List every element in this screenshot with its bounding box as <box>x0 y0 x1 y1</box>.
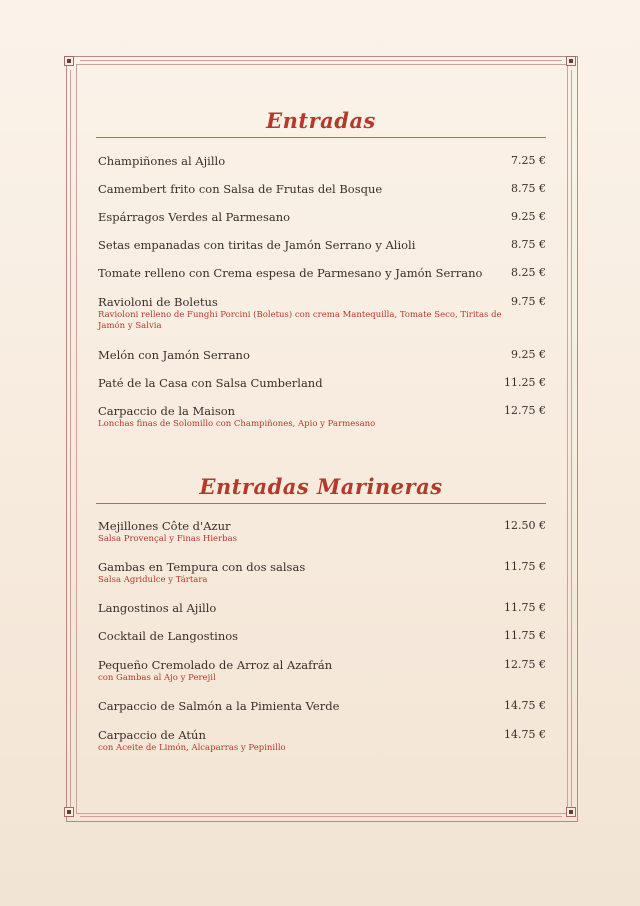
item-price: 7.25 € <box>511 154 546 167</box>
menu-item <box>98 295 546 332</box>
menu-item <box>98 519 546 545</box>
corner-ornament-bottom-right <box>566 807 576 817</box>
item-price: 12.50 € <box>504 519 546 532</box>
menu-item <box>98 182 546 196</box>
item-name: Carpaccio de Atún <box>98 728 206 742</box>
item-price: 8.75 € <box>511 238 546 251</box>
item-name: Cocktail de Langostinos <box>98 629 239 643</box>
item-price: 9.75 € <box>511 295 546 308</box>
menu-item <box>98 404 546 430</box>
item-description: Ravioloni relleno de Funghi Porcini (Boletus) con crema Mantequilla, Tomate Seco, Tiritas de Jamón y Salvia <box>98 310 502 331</box>
item-name: Mejillones Côte d'Azur <box>98 519 231 533</box>
item-price: 9.25 € <box>511 348 546 361</box>
menu-item <box>98 728 546 754</box>
item-name: Pequeño Cremolado de Arroz al Azafrán <box>98 658 333 672</box>
corner-ornament-top-left <box>64 56 74 66</box>
section-title: Entradas Marineras <box>199 474 443 499</box>
menu-item <box>98 238 546 252</box>
corner-ornament-bottom-left <box>64 807 74 817</box>
item-name: Ravioloni de Boletus <box>98 295 218 309</box>
frame-left-line <box>70 70 71 808</box>
item-description: Salsa Provençal y Finas Hierbas <box>98 534 238 544</box>
item-description: con Gambas al Ajo y Perejil <box>98 673 216 683</box>
menu-item <box>98 154 546 168</box>
item-name: Tomate relleno con Crema espesa de Parmesano y Jamón Serrano <box>98 266 483 280</box>
section-title: Entradas <box>266 108 376 133</box>
menu-item <box>98 376 546 390</box>
item-name: Langostinos al Ajillo <box>98 601 217 615</box>
menu-item <box>98 601 546 615</box>
menu-item <box>98 210 546 224</box>
frame-right-line <box>571 70 572 808</box>
item-price: 14.75 € <box>504 699 546 712</box>
section-rule <box>96 137 546 138</box>
frame-bottom-line <box>80 816 562 817</box>
item-name: Camembert frito con Salsa de Frutas del Bosque <box>98 182 383 196</box>
menu-item <box>98 629 546 643</box>
item-name: Carpaccio de Salmón a la Pimienta Verde <box>98 699 340 713</box>
item-name: Setas empanadas con tiritas de Jamón Serrano y Alioli <box>98 238 416 252</box>
menu-item <box>98 699 546 713</box>
item-description: Lonchas finas de Solomillo con Champiñones, Apio y Parmesano <box>98 419 376 429</box>
item-price: 11.75 € <box>504 560 546 573</box>
item-price: 11.25 € <box>504 376 546 389</box>
menu-item <box>98 560 546 586</box>
item-price: 11.75 € <box>504 601 546 614</box>
item-name: Melón con Jamón Serrano <box>98 348 250 362</box>
item-price: 14.75 € <box>504 728 546 741</box>
item-price: 9.25 € <box>511 210 546 223</box>
item-name: Espárragos Verdes al Parmesano <box>98 210 291 224</box>
section-rule <box>96 503 546 504</box>
item-name: Paté de la Casa con Salsa Cumberland <box>98 376 323 390</box>
frame-top-line <box>80 60 562 61</box>
item-description: con Aceite de Limón, Alcaparras y Pepinillo <box>98 743 286 753</box>
corner-ornament-top-right <box>566 56 576 66</box>
item-description: Salsa Agridulce y Tártara <box>98 575 208 585</box>
item-price: 12.75 € <box>504 658 546 671</box>
item-price: 12.75 € <box>504 404 546 417</box>
menu-item <box>98 266 546 280</box>
item-price: 8.75 € <box>511 182 546 195</box>
item-name: Gambas en Tempura con dos salsas <box>98 560 306 574</box>
item-price: 11.75 € <box>504 629 546 642</box>
menu-item <box>98 348 546 362</box>
item-price: 8.25 € <box>511 266 546 279</box>
menu-item <box>98 658 546 684</box>
item-name: Carpaccio de la Maison <box>98 404 236 418</box>
item-name: Champiñones al Ajillo <box>98 154 226 168</box>
